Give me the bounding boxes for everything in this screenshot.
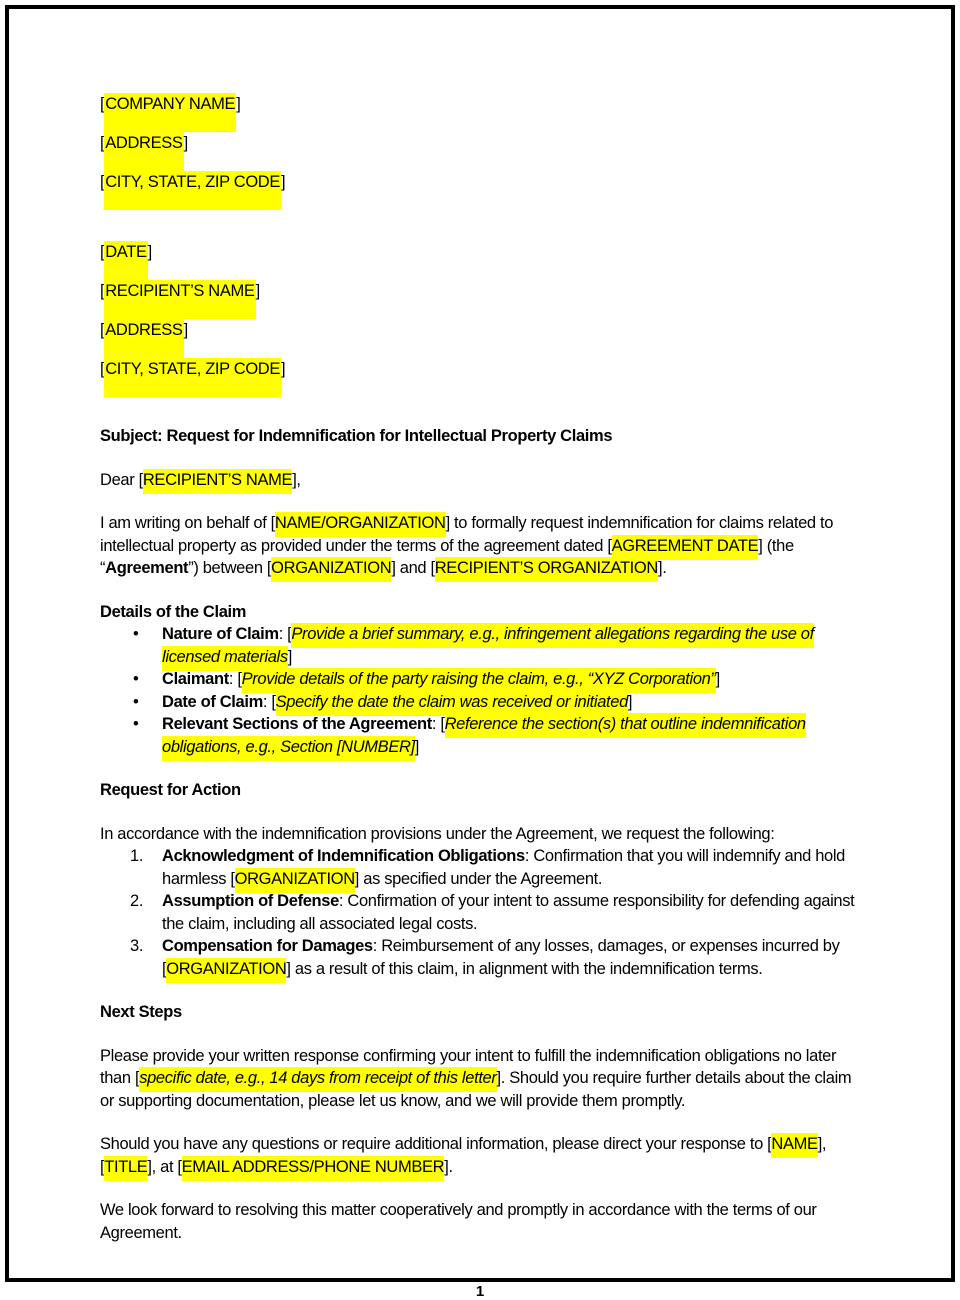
- text-run: [: [100, 282, 105, 300]
- recipient-address-block: [100, 241, 863, 397]
- text-run: ]: [715, 670, 720, 688]
- text-run: ] as specified under the Agreement.: [354, 869, 603, 888]
- text-run: ] as a result of this claim, in alignment with the indemnification terms.: [286, 959, 763, 978]
- placeholder-highlight: Reference the section(s) that outline indemnification obligations, e.g., Section [NUMBER]: [162, 713, 806, 761]
- item-number: 3.: [130, 937, 144, 955]
- placeholder-highlight: EMAIL ADDRESS/PHONE NUMBER: [182, 1156, 445, 1181]
- text-run: : Reimbursement of any losses, damages, or expenses incurred by [: [162, 937, 840, 978]
- bullet-icon: •: [133, 670, 139, 688]
- text-run: ]: [236, 95, 241, 113]
- section-heading-request: Request for Action: [100, 781, 241, 799]
- request-items-list: [100, 845, 863, 980]
- placeholder-highlight: Provide a brief summary, e.g., infringement allegations regarding the use of licensed materials: [162, 623, 814, 671]
- contact-paragraph: [100, 1133, 863, 1178]
- bullet-icon: •: [133, 715, 139, 733]
- claim-detail-item: [100, 691, 863, 714]
- text-run: : [: [278, 625, 292, 643]
- text-run: Claimant: [162, 670, 229, 688]
- item-number: 2.: [130, 892, 144, 910]
- placeholder-highlight: DATE: [104, 241, 147, 280]
- text-run: Should you have any questions or require additional information, please direct your response to [: [100, 1135, 772, 1153]
- placeholder-highlight: CITY, STATE, ZIP CODE: [104, 358, 281, 397]
- sender-company-line: [100, 93, 863, 132]
- sender-address-block: [100, 93, 863, 210]
- placeholder-highlight: RECIPIENT’S NAME: [143, 469, 292, 494]
- placeholder-highlight: specific date, e.g., 14 days from receipt of this letter: [139, 1067, 496, 1092]
- claim-detail-item: [100, 623, 863, 668]
- text-run: : [: [431, 715, 445, 733]
- text-run: : [: [262, 692, 276, 711]
- page-number: 1: [475, 1283, 485, 1300]
- text-run: Please provide your written response confirming your intent to fulfill the indemnification obligations no later than [: [100, 1046, 837, 1087]
- bullet-icon: •: [133, 625, 139, 643]
- text-run: ], [: [100, 1135, 827, 1176]
- text-run: ]: [183, 134, 188, 152]
- claim-details-list: [100, 623, 863, 758]
- text-run: Compensation for Damages: [162, 937, 373, 955]
- claim-detail-item: [100, 713, 863, 758]
- placeholder-highlight: Provide details of the party raising the claim, e.g., “XYZ Corporation”: [242, 668, 716, 693]
- request-item-text: [162, 937, 840, 983]
- text-run: ] and [: [391, 559, 435, 577]
- recipient-address-line: [100, 319, 863, 358]
- placeholder-highlight: NAME/ORGANIZATION: [275, 512, 446, 537]
- claim-detail-text: [162, 623, 814, 671]
- request-item-text: [162, 892, 854, 933]
- claim-detail-text: [162, 668, 720, 693]
- text-run: [: [100, 360, 105, 378]
- placeholder-highlight: RECIPIENT’S NAME: [104, 280, 255, 319]
- text-run: Date of Claim: [162, 692, 263, 711]
- text-run: [: [100, 243, 105, 261]
- request-item: [100, 935, 863, 980]
- salutation: [100, 469, 863, 492]
- text-run: ],: [292, 470, 301, 489]
- text-run: ]. Should you require further details about the claim or supporting documentation, please let us know, and we will provide them promptly.: [100, 1069, 852, 1110]
- request-intro-paragraph: [100, 823, 863, 846]
- section-heading-next-steps: Next Steps: [100, 1003, 182, 1021]
- text-run: Relevant Sections of the Agreement: [162, 715, 432, 733]
- request-item-text: [162, 847, 845, 893]
- letter-content: [9, 9, 951, 1244]
- text-run: : Confirmation that you will indemnify and hold harmless [: [162, 847, 846, 888]
- placeholder-highlight: ORGANIZATION: [271, 557, 391, 582]
- bullet-icon: •: [133, 692, 139, 711]
- placeholder-highlight: ORGANIZATION: [166, 958, 286, 983]
- next-steps-paragraph: [100, 1045, 863, 1113]
- text-run: ]: [183, 321, 188, 339]
- text-run: ]: [627, 692, 633, 711]
- text-run: ].: [444, 1157, 453, 1176]
- claim-detail-item: [100, 668, 863, 691]
- text-run: [: [100, 321, 105, 339]
- text-run: In accordance with the indemnification provisions under the Agreement, we request the following:: [100, 824, 775, 843]
- claim-detail-text: [162, 691, 632, 716]
- placeholder-highlight: RECIPIENT’S ORGANIZATION: [435, 557, 658, 582]
- text-run: ]: [255, 282, 260, 300]
- text-run: I am writing on behalf of [: [100, 514, 275, 532]
- text-run: Dear [: [100, 470, 143, 489]
- text-run: : [: [228, 670, 242, 688]
- text-run: Agreement: [105, 559, 189, 577]
- text-run: ]: [414, 737, 420, 756]
- text-run: ]: [287, 647, 292, 666]
- recipient-city-line: [100, 358, 863, 397]
- intro-paragraph: [100, 512, 863, 580]
- placeholder-highlight: NAME: [771, 1133, 817, 1158]
- placeholder-highlight: Specify the date the claim was received or initiated: [276, 691, 628, 716]
- placeholder-highlight: ADDRESS: [104, 132, 183, 171]
- text-run: Nature of Claim: [162, 625, 279, 643]
- claim-detail-text: [162, 713, 806, 761]
- text-run: ]: [281, 173, 286, 191]
- placeholder-highlight: COMPANY NAME: [104, 93, 236, 132]
- item-number: 1.: [130, 847, 144, 865]
- text-run: [: [100, 173, 105, 191]
- text-run: ]: [147, 243, 152, 261]
- text-run: : Confirmation of your intent to assume responsibility for defending against the claim, including all associated legal costs.: [162, 892, 855, 933]
- placeholder-highlight: ORGANIZATION: [235, 868, 355, 893]
- text-run: Assumption of Defense: [162, 892, 339, 910]
- text-run: Acknowledgment of Indemnification Obligations: [162, 847, 525, 865]
- text-run: [: [100, 95, 105, 113]
- text-run: ] (the “: [100, 536, 794, 577]
- text-run: ”) between [: [188, 559, 272, 577]
- text-run: [: [100, 134, 105, 152]
- text-run: ]: [281, 360, 286, 378]
- date-line: [100, 241, 863, 280]
- section-heading-details: Details of the Claim: [100, 602, 247, 621]
- request-item: [100, 890, 863, 935]
- document-page: [5, 5, 955, 1282]
- placeholder-highlight: TITLE: [104, 1156, 147, 1181]
- text-run: ] to formally request indemnification for claims related to intellectual property as provided under the terms of the agreement dated [: [100, 514, 834, 555]
- subject-line: Subject: Request for Indemnification for Intellectual Property Claims: [100, 427, 613, 445]
- sender-city-line: [100, 171, 863, 210]
- placeholder-highlight: AGREEMENT DATE: [612, 535, 759, 560]
- text-run: ].: [657, 559, 667, 577]
- text-run: ], at [: [147, 1157, 182, 1176]
- sender-address-line: [100, 132, 863, 171]
- placeholder-highlight: CITY, STATE, ZIP CODE: [104, 171, 281, 210]
- placeholder-highlight: ADDRESS: [104, 319, 183, 358]
- recipient-name-line: [100, 280, 863, 319]
- text-run: We look forward to resolving this matter cooperatively and promptly in accordance with the terms of our Agreement.: [100, 1201, 817, 1242]
- request-item: [100, 845, 863, 890]
- closing-paragraph: [100, 1199, 863, 1244]
